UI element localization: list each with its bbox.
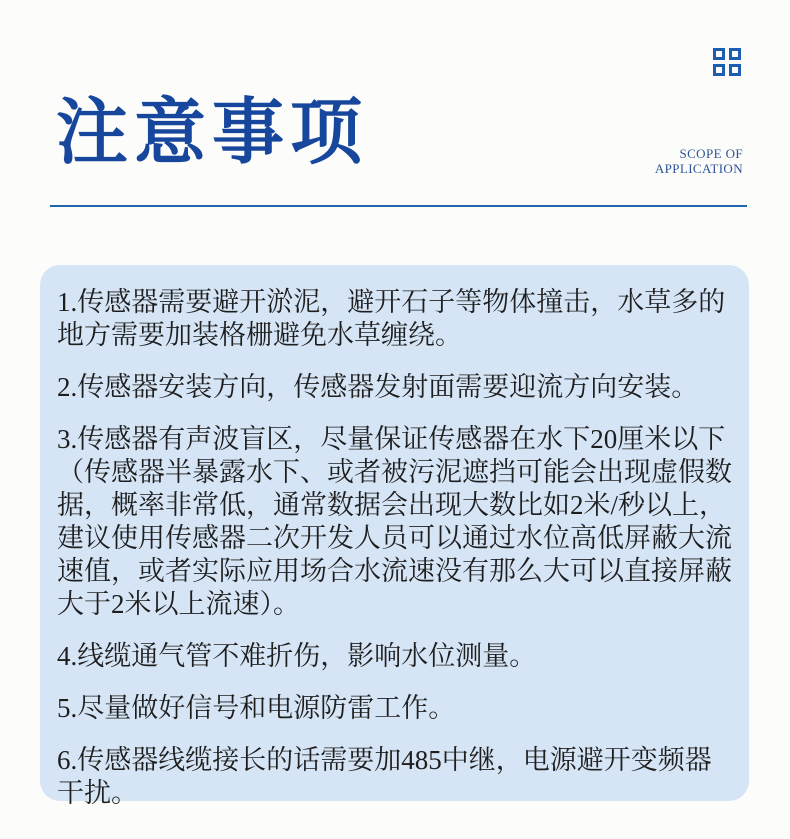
- note-item-3: 3.传感器有声波盲区，尽量保证传感器在水下20厘米以下（传感器半暴露水下、或者被污泥遮挡可能会出现虚假数据，概率非常低，通常数据会出现大数比如2米/秒以上，建议使用传感器二次开发人员可以通过水位高低屏蔽大流速值，或者实际应用场合水流速没有那么大可以直接屏蔽大于2米以上流速）。: [57, 424, 732, 619]
- subtitle-line-1: SCOPE OF: [679, 146, 743, 161]
- square-tile: [713, 64, 725, 76]
- square-tile: [729, 64, 741, 76]
- note-item-5: 5.尽量做好信号和电源防雷工作。: [57, 693, 456, 723]
- note-item-1: 1.传感器需要避开淤泥，避开石子等物体撞击，水草多的地方需要加装格栅避免水草缠绕。: [57, 287, 726, 350]
- subtitle-english: [655, 146, 743, 176]
- note-item-6: 6.传感器线缆接长的话需要加485中继，电源避开变频器干扰。: [57, 745, 712, 808]
- note-item-4: 4.线缆通气管不难折伤，影响水位测量。: [57, 641, 537, 671]
- square-tile: [729, 48, 741, 60]
- notes-panel: [40, 265, 749, 808]
- note-item-2: 2.传感器安装方向，传感器发射面需要迎流方向安装。: [57, 372, 699, 402]
- title-divider: [50, 205, 747, 207]
- page-title: 注意事项: [56, 93, 369, 173]
- square-tile: [713, 48, 725, 60]
- four-squares-icon: [713, 48, 741, 76]
- subtitle-line-2: APPLICATION: [654, 161, 743, 176]
